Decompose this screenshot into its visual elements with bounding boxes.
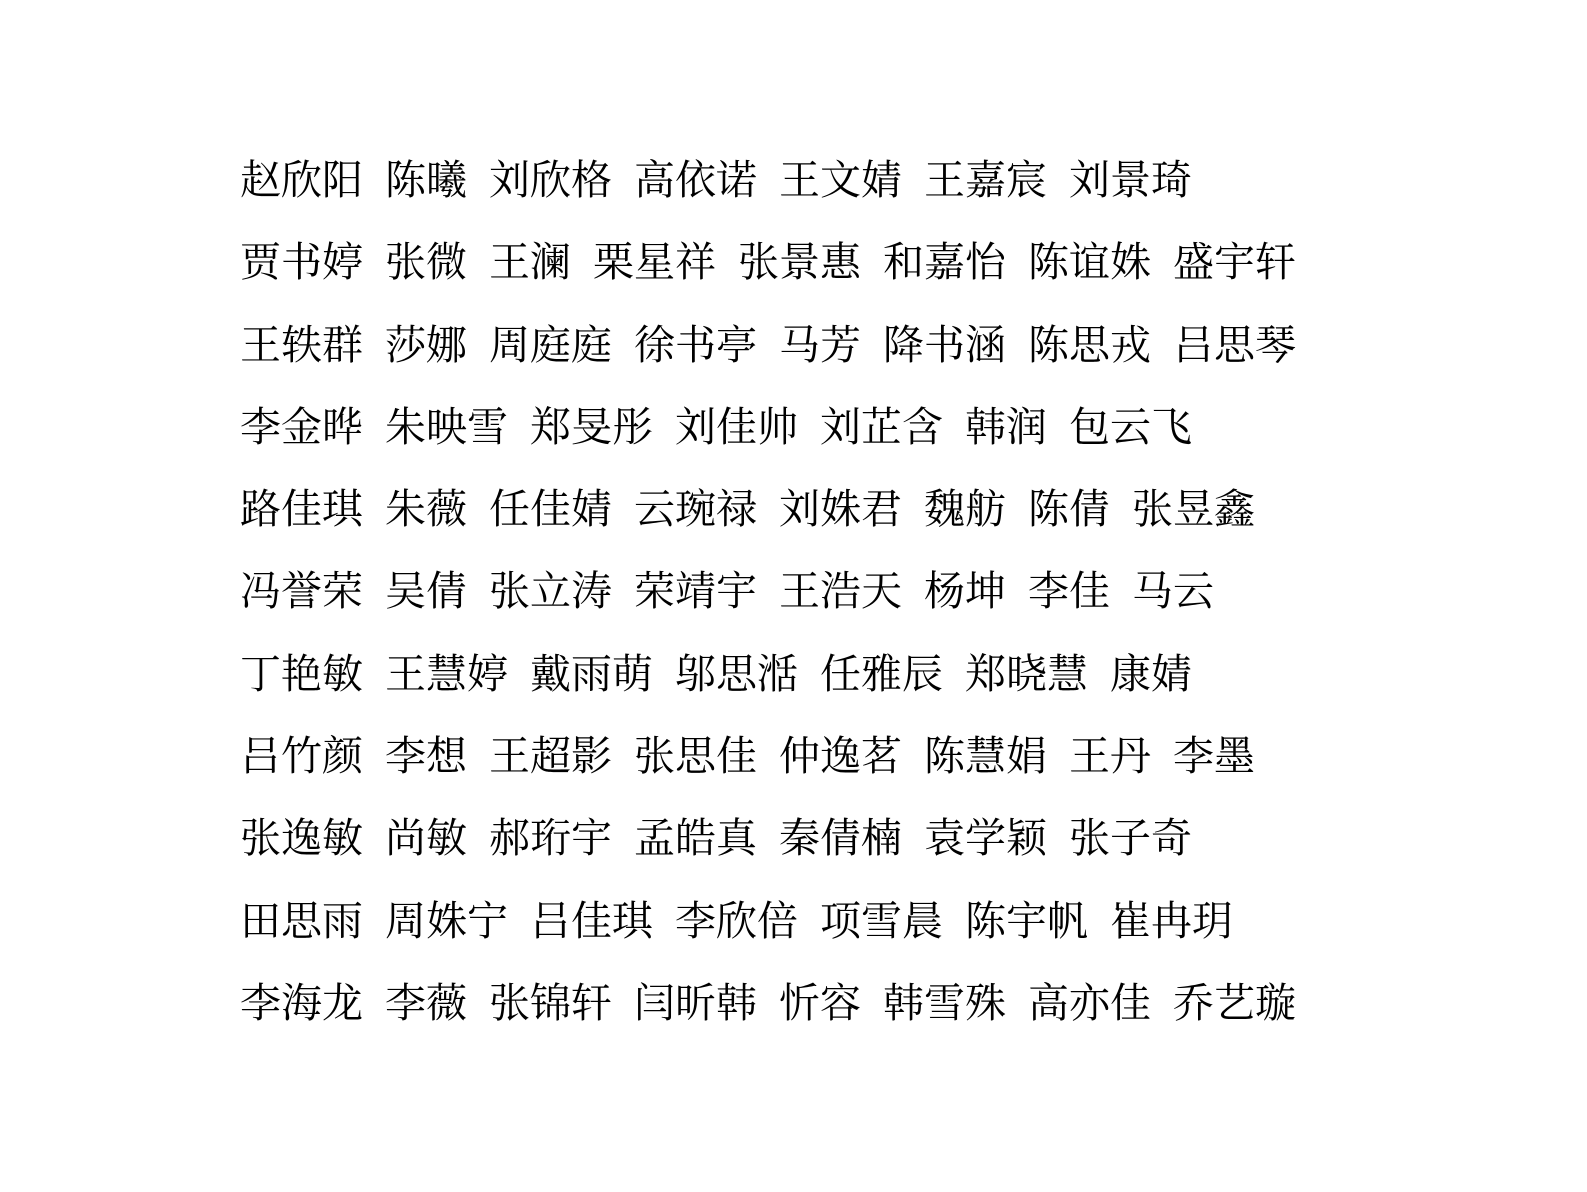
name-list (240, 150, 1440, 1055)
name-entry: 王浩天 (779, 567, 902, 616)
name-entry: 田思雨 (240, 896, 363, 945)
name-entry: 韩雪殊 (883, 978, 1006, 1027)
name-entry: 陈曦 (385, 156, 467, 204)
name-entry: 魏舫 (924, 485, 1006, 534)
name-entry: 乔艺璇 (1173, 978, 1296, 1027)
name-entry: 刘佳帅 (675, 402, 798, 451)
name-entry: 云琬禄 (634, 485, 757, 534)
name-entry: 吕佳琪 (530, 896, 653, 945)
name-entry: 杨坤 (924, 567, 1006, 616)
name-row (240, 561, 1440, 643)
name-entry: 马云 (1132, 567, 1214, 616)
name-row (240, 232, 1440, 314)
name-entry: 徐书亭 (634, 320, 757, 369)
name-entry: 袁学颖 (924, 814, 1047, 863)
name-row (240, 150, 1440, 232)
name-entry: 陈谊姝 (1028, 238, 1151, 287)
name-entry: 包云飞 (1069, 402, 1192, 451)
name-entry: 张景惠 (738, 238, 861, 287)
name-row (240, 891, 1440, 973)
name-entry: 张思佳 (634, 732, 757, 781)
name-entry: 李墨 (1173, 732, 1255, 781)
name-entry: 仲逸茗 (779, 732, 902, 781)
name-entry: 陈思戎 (1028, 320, 1151, 369)
name-entry: 刘芷含 (820, 402, 943, 451)
name-row (240, 808, 1440, 890)
name-entry: 尚敏 (385, 814, 467, 863)
name-entry: 朱薇 (385, 485, 467, 534)
name-entry: 莎娜 (385, 320, 467, 369)
name-entry: 马芳 (779, 320, 861, 369)
name-row (240, 397, 1440, 479)
name-entry: 冯誉荣 (240, 567, 363, 616)
name-entry: 任佳婧 (489, 485, 612, 534)
name-entry: 王澜 (489, 238, 571, 287)
name-entry: 栗星祥 (593, 238, 716, 287)
name-entry: 崔冉玥 (1110, 896, 1233, 945)
name-entry: 忻容 (779, 978, 861, 1027)
name-entry: 盛宇轩 (1173, 238, 1296, 287)
name-entry: 张子奇 (1069, 814, 1192, 863)
name-entry: 朱映雪 (385, 402, 508, 451)
name-entry: 陈倩 (1028, 485, 1110, 534)
name-row (240, 644, 1440, 726)
name-entry: 郑晓慧 (965, 649, 1088, 698)
name-entry: 和嘉怡 (883, 238, 1006, 287)
name-entry: 孟皓真 (634, 814, 757, 863)
name-entry: 王嘉宸 (924, 156, 1047, 204)
name-entry: 周庭庭 (489, 320, 612, 369)
name-entry: 赵欣阳 (240, 156, 363, 204)
name-entry: 郝珩宇 (489, 814, 612, 863)
name-entry: 康婧 (1110, 649, 1192, 698)
name-entry: 张昱鑫 (1132, 485, 1255, 534)
name-entry: 王慧婷 (385, 649, 508, 698)
name-entry: 张逸敏 (240, 814, 363, 863)
name-entry: 王丹 (1069, 732, 1151, 781)
name-entry: 降书涵 (883, 320, 1006, 369)
name-entry: 李想 (385, 732, 467, 781)
name-entry: 郑旻彤 (530, 402, 653, 451)
name-entry: 秦倩楠 (779, 814, 902, 863)
name-entry: 丁艳敏 (240, 649, 363, 698)
name-entry: 李海龙 (240, 978, 363, 1027)
name-entry: 王超影 (489, 732, 612, 781)
name-entry: 贾书婷 (240, 238, 363, 287)
name-entry: 李薇 (385, 978, 467, 1027)
name-entry: 陈宇帆 (965, 896, 1088, 945)
name-entry: 路佳琪 (240, 485, 363, 534)
name-entry: 任雅辰 (820, 649, 943, 698)
name-row (240, 479, 1440, 561)
name-entry: 刘姝君 (779, 485, 902, 534)
name-entry: 陈慧娟 (924, 732, 1047, 781)
name-entry: 吕竹颜 (240, 732, 363, 781)
name-entry: 刘景琦 (1069, 156, 1192, 204)
name-entry: 刘欣格 (489, 156, 612, 204)
name-entry: 戴雨萌 (530, 649, 653, 698)
name-entry: 吕思琴 (1173, 320, 1296, 369)
name-row (240, 315, 1440, 397)
name-entry: 王文婧 (779, 156, 902, 204)
name-row (240, 726, 1440, 808)
name-entry: 李欣倍 (675, 896, 798, 945)
name-entry: 周姝宁 (385, 896, 508, 945)
name-entry: 李佳 (1028, 567, 1110, 616)
name-entry: 张立涛 (489, 567, 612, 616)
name-entry: 项雪晨 (820, 896, 943, 945)
name-entry: 邬思湉 (675, 649, 798, 698)
name-entry: 李金晔 (240, 402, 363, 451)
name-row (240, 973, 1440, 1055)
name-entry: 高亦佳 (1028, 978, 1151, 1027)
name-entry: 王轶群 (240, 320, 363, 369)
name-entry: 韩润 (965, 402, 1047, 451)
name-entry: 吴倩 (385, 567, 467, 616)
name-entry: 张锦轩 (489, 978, 612, 1027)
name-entry: 闫昕韩 (634, 978, 757, 1027)
name-entry: 高依诺 (634, 156, 757, 204)
name-entry: 张微 (385, 238, 467, 287)
name-entry: 荣靖宇 (634, 567, 757, 616)
